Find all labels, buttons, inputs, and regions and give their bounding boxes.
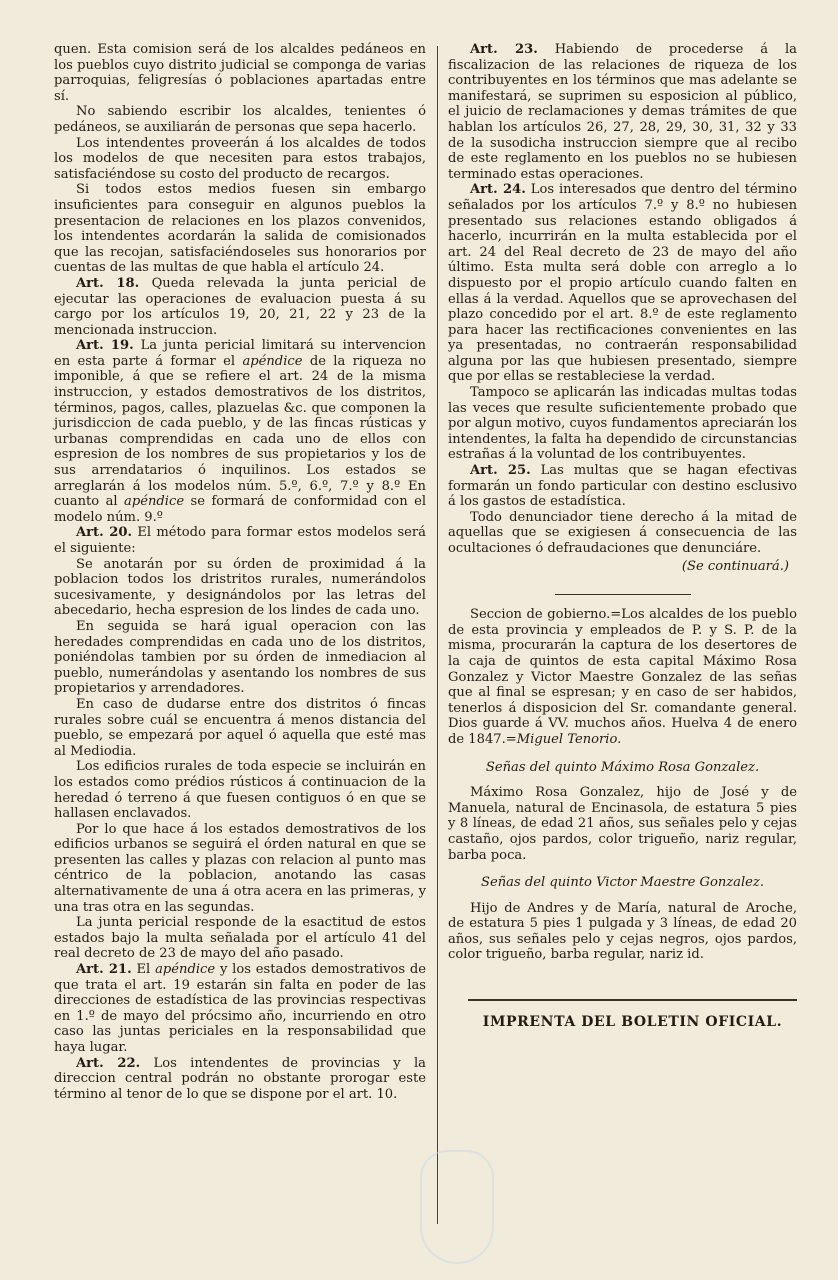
watermark-shield-icon	[420, 1150, 494, 1264]
footer-rule	[468, 999, 797, 1001]
article-label: Art. 18.	[76, 275, 140, 291]
article-text: y los estados demostrativos de que trata el art. 19 estarán sin falta en poder de las direcciones de estadística de las provincias respectivas en 1.º de mayo del prócsimo año, incurriendo en otro caso las juntas periciales en la responsabilidad que haya lugar.	[54, 962, 426, 1055]
gobierno-notice	[448, 607, 797, 747]
signature: Miguel Tenorio.	[516, 731, 622, 747]
italic-term: apéndice	[242, 353, 303, 369]
article-label: Art. 19.	[76, 338, 134, 354]
article-label: Art. 25.	[470, 463, 531, 479]
article-label: Art. 22.	[76, 1055, 141, 1071]
article-23	[448, 42, 797, 182]
imprint-line: IMPRENTA DEL BOLETIN OFICIAL.	[482, 1014, 783, 1031]
article-label: Art. 20.	[76, 525, 133, 541]
paragraph: Tampoco se aplicarán las indicadas multas todas las veces que resulte suficientemente probado que por algun motivo, cuyos fundamentos apreciarán los intendentes, la falta ha dependido de circunstancias estrañas á la voluntad de los contribuyentes.	[448, 385, 797, 463]
paragraph: Se anotarán por su órden de proximidad á la poblacion todos los dristritos rurales, numerándolos sucesivamente, y designándolos por las letras del abecedario, hecha espresion de los lindes de cada uno.	[54, 556, 426, 619]
paragraph: La junta pericial responde de la esactitud de estos estados bajo la multa señalada por el artículo 41 del real decreto de 23 de mayo del año pasado.	[54, 915, 426, 962]
paragraph: Los edificios rurales de toda especie se incluirán en los estados como prédios rústicos á continuacion de la heredad ó terreno á que fuesen contiguos ó en que se hallasen enclavados.	[54, 759, 426, 822]
left-column	[54, 42, 426, 1102]
article-22	[54, 1056, 426, 1103]
article-label: Art. 23.	[470, 42, 538, 57]
article-text: Los interesados que dentro del término señalados por los artículos 7.º y 8.º no hubiesen presentado sus relaciones estando obligados á hacerlo, incurrirán en la multa establecida por el art. 24 del Real decreto de 23 de mayo del año último. Esta multa será doble con arreglo a lo dispuesto por el propio artículo cuando falten en ellas á la verdad. Aquellos que se aprovechasen del plazo concedido por el art. 8.º de este reglamento para hacer las rectificaciones convenientes en las ya presentadas, no contraerán responsabilidad alguna por las que hubiesen presentado, siempre que por ellas se restableciese la verdad.	[448, 182, 797, 385]
italic-term: apéndice	[155, 962, 216, 978]
right-column	[448, 42, 797, 1031]
description-heading: Señas del quinto Máximo Rosa Gonzalez.	[485, 759, 760, 775]
paragraph: Si todos estos medios fuesen sin embargo insuficientes para conseguir en algunos pueblos la presentacion de relaciones en los plazos convenidos, los intendentes acordarán la salida de comisionados que las recojan, satisfaciéndoseles sus honorarios por cuentas de las multas de que habla el artículo 24.	[54, 182, 426, 276]
article-text: se formará de conformidad con el modelo núm. 9.º	[54, 494, 427, 525]
article-18	[54, 276, 426, 338]
description-text: Máximo Rosa Gonzalez, hijo de José y de Manuela, natural de Encinasola, de estatura 5 pies y 8 líneas, de edad 21 años, sus señales pelo y cejas castaño, ojos pardos, color trigueño, nariz regular, barba poca.	[448, 785, 797, 863]
article-label: Art. 21.	[76, 962, 132, 978]
article-text: de la riqueza no imponible, á que se refiere el art. 24 de la misma instruccion, y estados demostrativos de los distritos, términos, pagos, calles, plazuelas &c. que componen la jurisdiccion de cada pueblo, y de las fincas rústicas y urbanas comprendidas en cada uno de ellos con espresion de los nombres de sus propietarios y los de sus arrendatarios ó inquilinos. Los estados se arreglarán á los modelos núm. 5.º, 6.º, 7.º y 8.º En cuanto al	[54, 353, 426, 510]
article-text: La junta pericial limitará su intervencion en esta parte á formar el	[54, 338, 426, 369]
paragraph: En caso de dudarse entre dos distritos ó fincas rurales sobre cuál se encuentra á menos distancia del pueblo, se empezará por aquel ó aquella que esté mas al Mediodia.	[54, 696, 426, 759]
paragraph: Todo denunciador tiene derecho á la mitad de aquellas que se exigiesen á consecuencia de las ocultaciones ó defraudaciones que denunciáre.	[448, 509, 797, 556]
article-text: Queda relevada la junta pericial de ejecutar las operaciones de evaluacion puesta á su cargo por los artículos 19, 20, 21, 22 y 23 de la mencionada instruccion.	[54, 275, 426, 338]
article-text: El	[136, 962, 151, 978]
article-text: Habiendo de procederse á la fiscalizacion de las relaciones de riqueza de los contribuyentes en los términos que mas adelante se manifestará, se suprimen su esposicion al público, el juicio de reclamaciones y demas trámites de que hablan los artículos 26, 27, 28, 29, 30, 31, 32 y 33 de la susodicha instruccion siempre que al recibo de este reglamento en los pueblos no se hubiesen terminado estas operaciones.	[448, 42, 797, 182]
paragraph: quen. Esta comision será de los alcaldes pedáneos en los pueblos cuyo distrito judicial se componga de varias parroquias, feligresías ó poblaciones apartadas entre sí.	[54, 42, 426, 104]
article-25	[448, 463, 797, 510]
notice-text: Seccion de gobierno.=Los alcaldes de los pueblo de esta provincia y empleados de P. y S. P. de la misma, procurarán la captura de los desertores de la caja de quintos de esta capital Máximo Rosa Gonzalez y Victor Maestre Gonzalez de las señas que al final se espresan; y en caso de ser habidos, tenerlos á disposicion del Sr. comandante general. Dios guarde á VV. muchos años. Huelva 4 de enero de 1847.=	[448, 607, 797, 747]
article-24	[448, 182, 797, 385]
paragraph: En seguida se hará igual operacion con las heredades comprendidas en cada uno de los distritos, poniéndolas tambien por su órden de inmediacion al pueblo, numerándolas y asentando los nombres de sus propietarios y arrendadores.	[54, 618, 426, 697]
description-heading: Señas del quinto Victor Maestre Gonzalez.	[481, 875, 764, 891]
paragraph: Los intendentes proveerán á los alcaldes de todos los modelos de que necesiten para estos trabajos, satisfaciéndose su costo del producto de recargos.	[54, 135, 426, 182]
article-text: Los intendentes de provincias y la direccion central podrán no obstante prorogar este término al tenor de lo que se dispone por el art. 10.	[54, 1055, 426, 1102]
article-20	[54, 525, 426, 556]
article-text: El método para formar estos modelos será el siguiente:	[54, 525, 426, 556]
section-rule	[555, 594, 691, 595]
paragraph: Por lo que hace á los estados demostrativos de los edificios urbanos se seguirá el órden natural en que se presenten las calles y plazas con relacion al punto mas céntrico de la poblacion, anotando las casas alternativamente de una á otra acera en las primeras, y una tras otra en las segundas.	[54, 821, 426, 915]
article-19	[54, 338, 426, 525]
description-text: Hijo de Andres y de María, natural de Aroche, de estatura 5 pies 1 pulgada y 3 líneas, de edad 20 años, sus señales pelo y cejas negros, ojos pardos, color trigueño, barba regular, nariz id.	[448, 900, 797, 963]
column-divider	[437, 46, 438, 1224]
article-text: Las multas que se hagan efectivas formarán un fondo particular con destino esclusivo á los gastos de estadística.	[448, 463, 797, 510]
italic-term: apéndice	[124, 494, 185, 510]
continuation-note: (Se continuará.)	[681, 558, 789, 574]
article-21	[54, 962, 426, 1056]
paragraph: No sabiendo escribir los alcaldes, tenientes ó pedáneos, se auxiliarán de personas que sepa hacerlo.	[54, 104, 426, 135]
article-label: Art. 24.	[470, 182, 526, 198]
